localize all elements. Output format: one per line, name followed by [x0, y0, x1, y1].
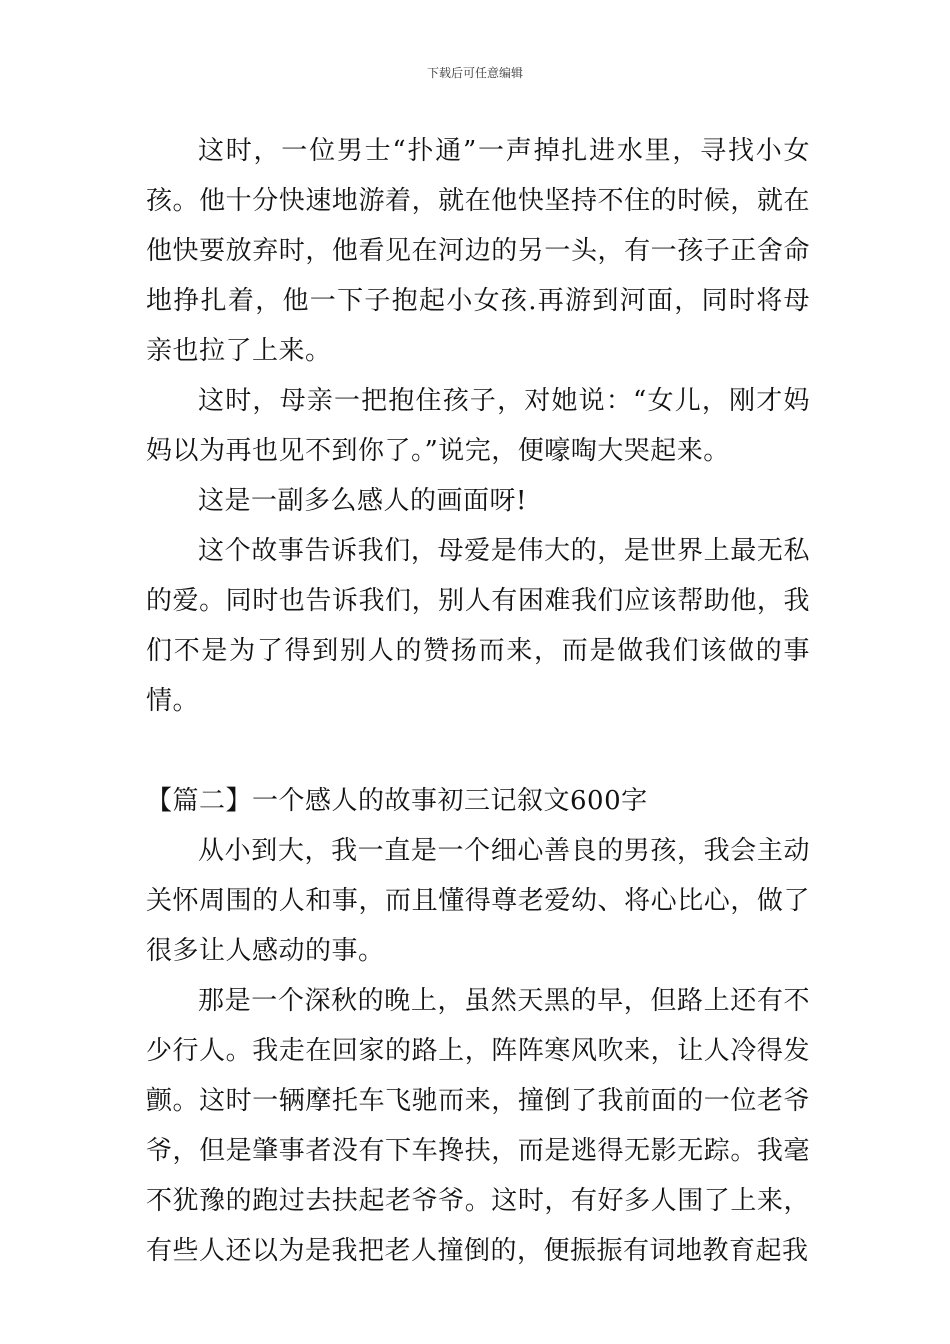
paragraph: 这是一副多么感人的画面呀!	[198, 486, 527, 516]
paragraph: 这个故事告诉我们，母爱是伟大的，是世界上最无私的爱。同时也告诉我们，别人有困难我们应该帮助他，我们不是为了得到别人的赞扬而来，而是做我们该做的事情。	[146, 536, 810, 716]
section-spacer	[146, 726, 810, 776]
paragraph: 这时，一位男士“扑通”一声掉扎进水里，寻找小女孩。他十分快速地游着，就在他快坚持不住的时候，就在他快要放弃时，他看见在河边的另一头，有一孩子正舍命地挣扎着，他一下子抱起小女孩.再游到河面，同时将母亲也拉了上来。	[146, 136, 810, 366]
paragraph: 这时，母亲一把抱住孩子，对她说：“女儿，刚才妈妈以为再也见不到你了。”说完，便嚎啕大哭起来。	[146, 386, 810, 466]
page-header-note: 下载后可任意编辑	[426, 66, 523, 80]
paragraph: 那是一个深秋的晚上，虽然天黑的早，但路上还有不少行人。我走在回家的路上，阵阵寒风吹来，让人冷得发颤。这时一辆摩托车飞驰而来，撞倒了我前面的一位老爷爷，但是肇事者没有下车搀扶，而是逃得无影无踪。我毫不犹豫的跑过去扶起老爷爷。这时，有好多人围了上来，有些人还以为是我把老人撞倒的，便振振有词地教育起我	[146, 986, 810, 1266]
document-body	[146, 126, 810, 1276]
section-title: 【篇二】一个感人的故事初三记叙文600字	[146, 786, 648, 816]
paragraph: 从小到大，我一直是一个细心善良的男孩，我会主动关怀周围的人和事，而且懂得尊老爱幼、将心比心，做了很多让人感动的事。	[146, 836, 810, 966]
